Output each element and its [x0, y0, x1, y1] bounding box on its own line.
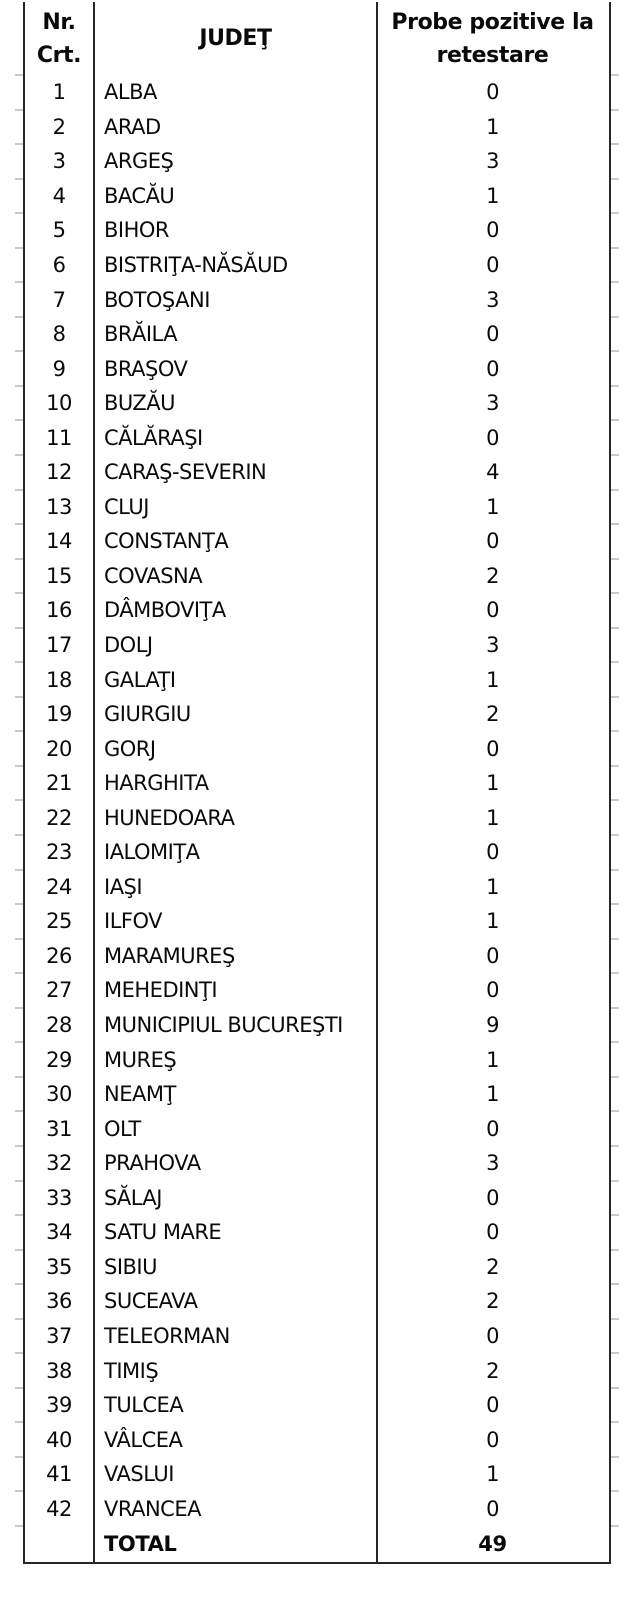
- positive-count-cell: 0: [486, 425, 499, 450]
- row-number-cell: 7: [25, 282, 95, 317]
- table-row: [25, 524, 609, 559]
- table-row: [25, 455, 609, 490]
- row-number-cell: 16: [25, 593, 95, 628]
- table-row: [25, 1077, 609, 1112]
- county-name-cell: GIURGIU: [95, 697, 378, 732]
- row-number-cell: 25: [25, 904, 95, 939]
- row-number-cell: 36: [25, 1284, 95, 1319]
- row-number-cell: 8: [25, 317, 95, 352]
- positive-count-cell: 2: [486, 563, 499, 588]
- positive-count-cell: 0: [486, 943, 499, 968]
- table-row: [25, 317, 609, 352]
- county-name-cell: CLUJ: [95, 490, 378, 525]
- table-row: [25, 420, 609, 455]
- table-row: [25, 1181, 609, 1216]
- table-row: [25, 1215, 609, 1250]
- county-name-cell: MUNICIPIUL BUCUREŞTI: [95, 1008, 378, 1043]
- positive-count-cell: 1: [486, 494, 499, 519]
- row-number-cell: 39: [25, 1388, 95, 1423]
- county-name-cell: BRĂILA: [95, 317, 378, 352]
- positive-count-cell: 0: [486, 1393, 499, 1418]
- table-row: [25, 1491, 609, 1526]
- positive-count-cell: 9: [486, 1013, 499, 1038]
- total-label: TOTAL: [95, 1526, 378, 1562]
- table-row: [25, 662, 609, 697]
- county-name-cell: TIMIŞ: [95, 1353, 378, 1388]
- total-value: 49: [478, 1531, 507, 1556]
- row-number-cell: 2: [25, 110, 95, 145]
- positive-count-cell: 3: [486, 149, 499, 174]
- positive-count-cell: 1: [486, 909, 499, 934]
- table-row: [25, 213, 609, 248]
- row-number-cell: 41: [25, 1457, 95, 1492]
- table-row: [25, 144, 609, 179]
- table-row: [25, 1008, 609, 1043]
- county-name-cell: DÂMBOVIŢA: [95, 593, 378, 628]
- row-number-cell: 37: [25, 1319, 95, 1354]
- row-number-cell: 19: [25, 697, 95, 732]
- table-row: [25, 835, 609, 870]
- header-probe-pozitive: [378, 2, 607, 75]
- positive-count-cell: 1: [486, 183, 499, 208]
- table-row: [25, 1146, 609, 1181]
- county-name-cell: BUZĂU: [95, 386, 378, 421]
- county-name-cell: IALOMIŢA: [95, 835, 378, 870]
- table-row: [25, 628, 609, 663]
- positive-count-cell: 1: [486, 874, 499, 899]
- positive-count-cell: 0: [486, 840, 499, 865]
- county-name-cell: CĂLĂRAŞI: [95, 420, 378, 455]
- positive-count-cell: 0: [486, 253, 499, 277]
- positive-count-cell: 0: [486, 1496, 499, 1521]
- table-row: [25, 973, 609, 1008]
- county-name-cell: VASLUI: [95, 1457, 378, 1492]
- table-row: [25, 1353, 609, 1388]
- row-number-cell: 12: [25, 455, 95, 490]
- row-number-cell: 28: [25, 1008, 95, 1043]
- row-number-cell: 29: [25, 1042, 95, 1077]
- positive-count-cell: 3: [486, 633, 499, 658]
- county-name-cell: GALAŢI: [95, 662, 378, 697]
- table-body: [25, 75, 609, 1526]
- table-header-row: [25, 2, 609, 75]
- positive-count-cell: 0: [486, 1323, 499, 1348]
- table-row: [25, 904, 609, 939]
- table-row: [25, 593, 609, 628]
- county-name-cell: OLT: [95, 1111, 378, 1146]
- county-name-cell: SĂLAJ: [95, 1181, 378, 1216]
- row-number-cell: 40: [25, 1422, 95, 1457]
- positive-count-cell: 2: [486, 1289, 499, 1314]
- positive-count-cell: 0: [486, 218, 499, 243]
- positive-count-cell: 0: [486, 1220, 499, 1245]
- positive-count-cell: 1: [486, 1082, 499, 1107]
- header-probe-line2: retestare: [436, 42, 549, 68]
- positive-count-cell: 4: [486, 460, 499, 485]
- county-name-cell: BISTRIŢA-NĂSĂUD: [95, 248, 378, 283]
- row-number-cell: 35: [25, 1250, 95, 1285]
- row-number-cell: 11: [25, 420, 95, 455]
- table-row: [25, 1422, 609, 1457]
- county-name-cell: BRAŞOV: [95, 351, 378, 386]
- positive-count-cell: 0: [486, 736, 499, 761]
- row-number-cell: 27: [25, 973, 95, 1008]
- county-name-cell: ILFOV: [95, 904, 378, 939]
- row-number-cell: 18: [25, 662, 95, 697]
- county-name-cell: TULCEA: [95, 1388, 378, 1423]
- table-row: [25, 110, 609, 145]
- positive-count-cell: 0: [486, 356, 499, 381]
- table-row: [25, 1388, 609, 1423]
- county-name-cell: MARAMUREŞ: [95, 939, 378, 974]
- county-name-cell: NEAMŢ: [95, 1077, 378, 1112]
- table-row: [25, 1042, 609, 1077]
- positive-count-cell: 1: [486, 114, 499, 139]
- positive-count-cell: 2: [486, 1358, 499, 1383]
- positive-count-cell: 1: [486, 1462, 499, 1487]
- positive-count-cell: 0: [486, 322, 499, 347]
- county-name-cell: VÂLCEA: [95, 1422, 378, 1457]
- table-row: [25, 939, 609, 974]
- county-name-cell: DOLJ: [95, 628, 378, 663]
- row-number-cell: 3: [25, 144, 95, 179]
- county-name-cell: VRANCEA: [95, 1491, 378, 1526]
- table-row: [25, 490, 609, 525]
- county-name-cell: COVASNA: [95, 559, 378, 594]
- table-row: [25, 1250, 609, 1285]
- table-total-row: [25, 1526, 609, 1562]
- row-number-cell: 32: [25, 1146, 95, 1181]
- header-judet-label: JUDEŢ: [199, 26, 272, 51]
- county-name-cell: ALBA: [95, 75, 378, 110]
- county-name-cell: CARAŞ-SEVERIN: [95, 455, 378, 490]
- county-name-cell: MEHEDINŢI: [95, 973, 378, 1008]
- table-row: [25, 870, 609, 905]
- row-number-cell: 23: [25, 835, 95, 870]
- positive-count-cell: 3: [486, 287, 499, 312]
- positive-count-cell: 3: [486, 391, 499, 416]
- county-name-cell: BIHOR: [95, 213, 378, 248]
- county-name-cell: CONSTANŢA: [95, 524, 378, 559]
- county-name-cell: ARGEŞ: [95, 144, 378, 179]
- county-name-cell: BACĂU: [95, 179, 378, 214]
- row-number-cell: 21: [25, 766, 95, 801]
- header-nr-crt: [25, 2, 95, 75]
- positive-count-cell: 1: [486, 771, 499, 796]
- header-nr-line2: Crt.: [36, 42, 82, 68]
- positive-count-cell: 0: [486, 1116, 499, 1141]
- row-number-cell: 10: [25, 386, 95, 421]
- positive-count-cell: 2: [486, 702, 499, 727]
- table-row: [25, 248, 609, 283]
- table-row: [25, 731, 609, 766]
- positive-count-cell: 0: [486, 598, 499, 623]
- county-name-cell: MUREŞ: [95, 1042, 378, 1077]
- table-row: [25, 1111, 609, 1146]
- row-number-cell: 9: [25, 351, 95, 386]
- row-number-cell: 15: [25, 559, 95, 594]
- county-name-cell: SUCEAVA: [95, 1284, 378, 1319]
- table-row: [25, 282, 609, 317]
- table-row: [25, 1284, 609, 1319]
- positive-count-cell: 0: [486, 1427, 499, 1452]
- row-number-cell: 17: [25, 628, 95, 663]
- table-row: [25, 75, 609, 110]
- row-number-cell: 26: [25, 939, 95, 974]
- header-nr-line1: Nr.: [42, 9, 76, 35]
- county-name-cell: HUNEDOARA: [95, 800, 378, 835]
- row-number-cell: 24: [25, 870, 95, 905]
- positive-count-cell: 0: [486, 80, 499, 105]
- county-name-cell: TELEORMAN: [95, 1319, 378, 1354]
- table-row: [25, 351, 609, 386]
- row-number-cell: 42: [25, 1491, 95, 1526]
- county-name-cell: GORJ: [95, 731, 378, 766]
- table-row: [25, 386, 609, 421]
- retest-results-table: [23, 2, 611, 1564]
- table-row: [25, 179, 609, 214]
- positive-count-cell: 1: [486, 1047, 499, 1072]
- county-name-cell: SATU MARE: [95, 1215, 378, 1250]
- row-number-cell: 6: [25, 248, 95, 283]
- positive-count-cell: 0: [486, 1185, 499, 1210]
- row-number-cell: 38: [25, 1353, 95, 1388]
- county-name-cell: HARGHITA: [95, 766, 378, 801]
- row-number-cell: 34: [25, 1215, 95, 1250]
- row-number-cell: 22: [25, 800, 95, 835]
- total-empty-cell: [25, 1526, 95, 1562]
- county-name-cell: BOTOŞANI: [95, 282, 378, 317]
- row-number-cell: 5: [25, 213, 95, 248]
- row-number-cell: 1: [25, 75, 95, 110]
- positive-count-cell: 1: [486, 805, 499, 830]
- positive-count-cell: 0: [486, 529, 499, 554]
- county-name-cell: ARAD: [95, 110, 378, 145]
- table-row: [25, 697, 609, 732]
- table-row: [25, 766, 609, 801]
- row-number-cell: 30: [25, 1077, 95, 1112]
- row-number-cell: 14: [25, 524, 95, 559]
- table-row: [25, 559, 609, 594]
- row-number-cell: 13: [25, 490, 95, 525]
- table-row: [25, 1457, 609, 1492]
- county-name-cell: PRAHOVA: [95, 1146, 378, 1181]
- row-number-cell: 20: [25, 731, 95, 766]
- table-row: [25, 800, 609, 835]
- table-row: [25, 1319, 609, 1354]
- positive-count-cell: 2: [486, 1254, 499, 1279]
- header-probe-line1: Probe pozitive la: [391, 9, 594, 35]
- row-number-cell: 31: [25, 1111, 95, 1146]
- county-name-cell: IAŞI: [95, 870, 378, 905]
- row-number-cell: 33: [25, 1181, 95, 1216]
- positive-count-cell: 1: [486, 667, 499, 692]
- positive-count-cell: 0: [486, 978, 499, 1003]
- header-judet: [95, 2, 378, 75]
- row-number-cell: 4: [25, 179, 95, 214]
- county-name-cell: SIBIU: [95, 1250, 378, 1285]
- positive-count-cell: 3: [486, 1151, 499, 1176]
